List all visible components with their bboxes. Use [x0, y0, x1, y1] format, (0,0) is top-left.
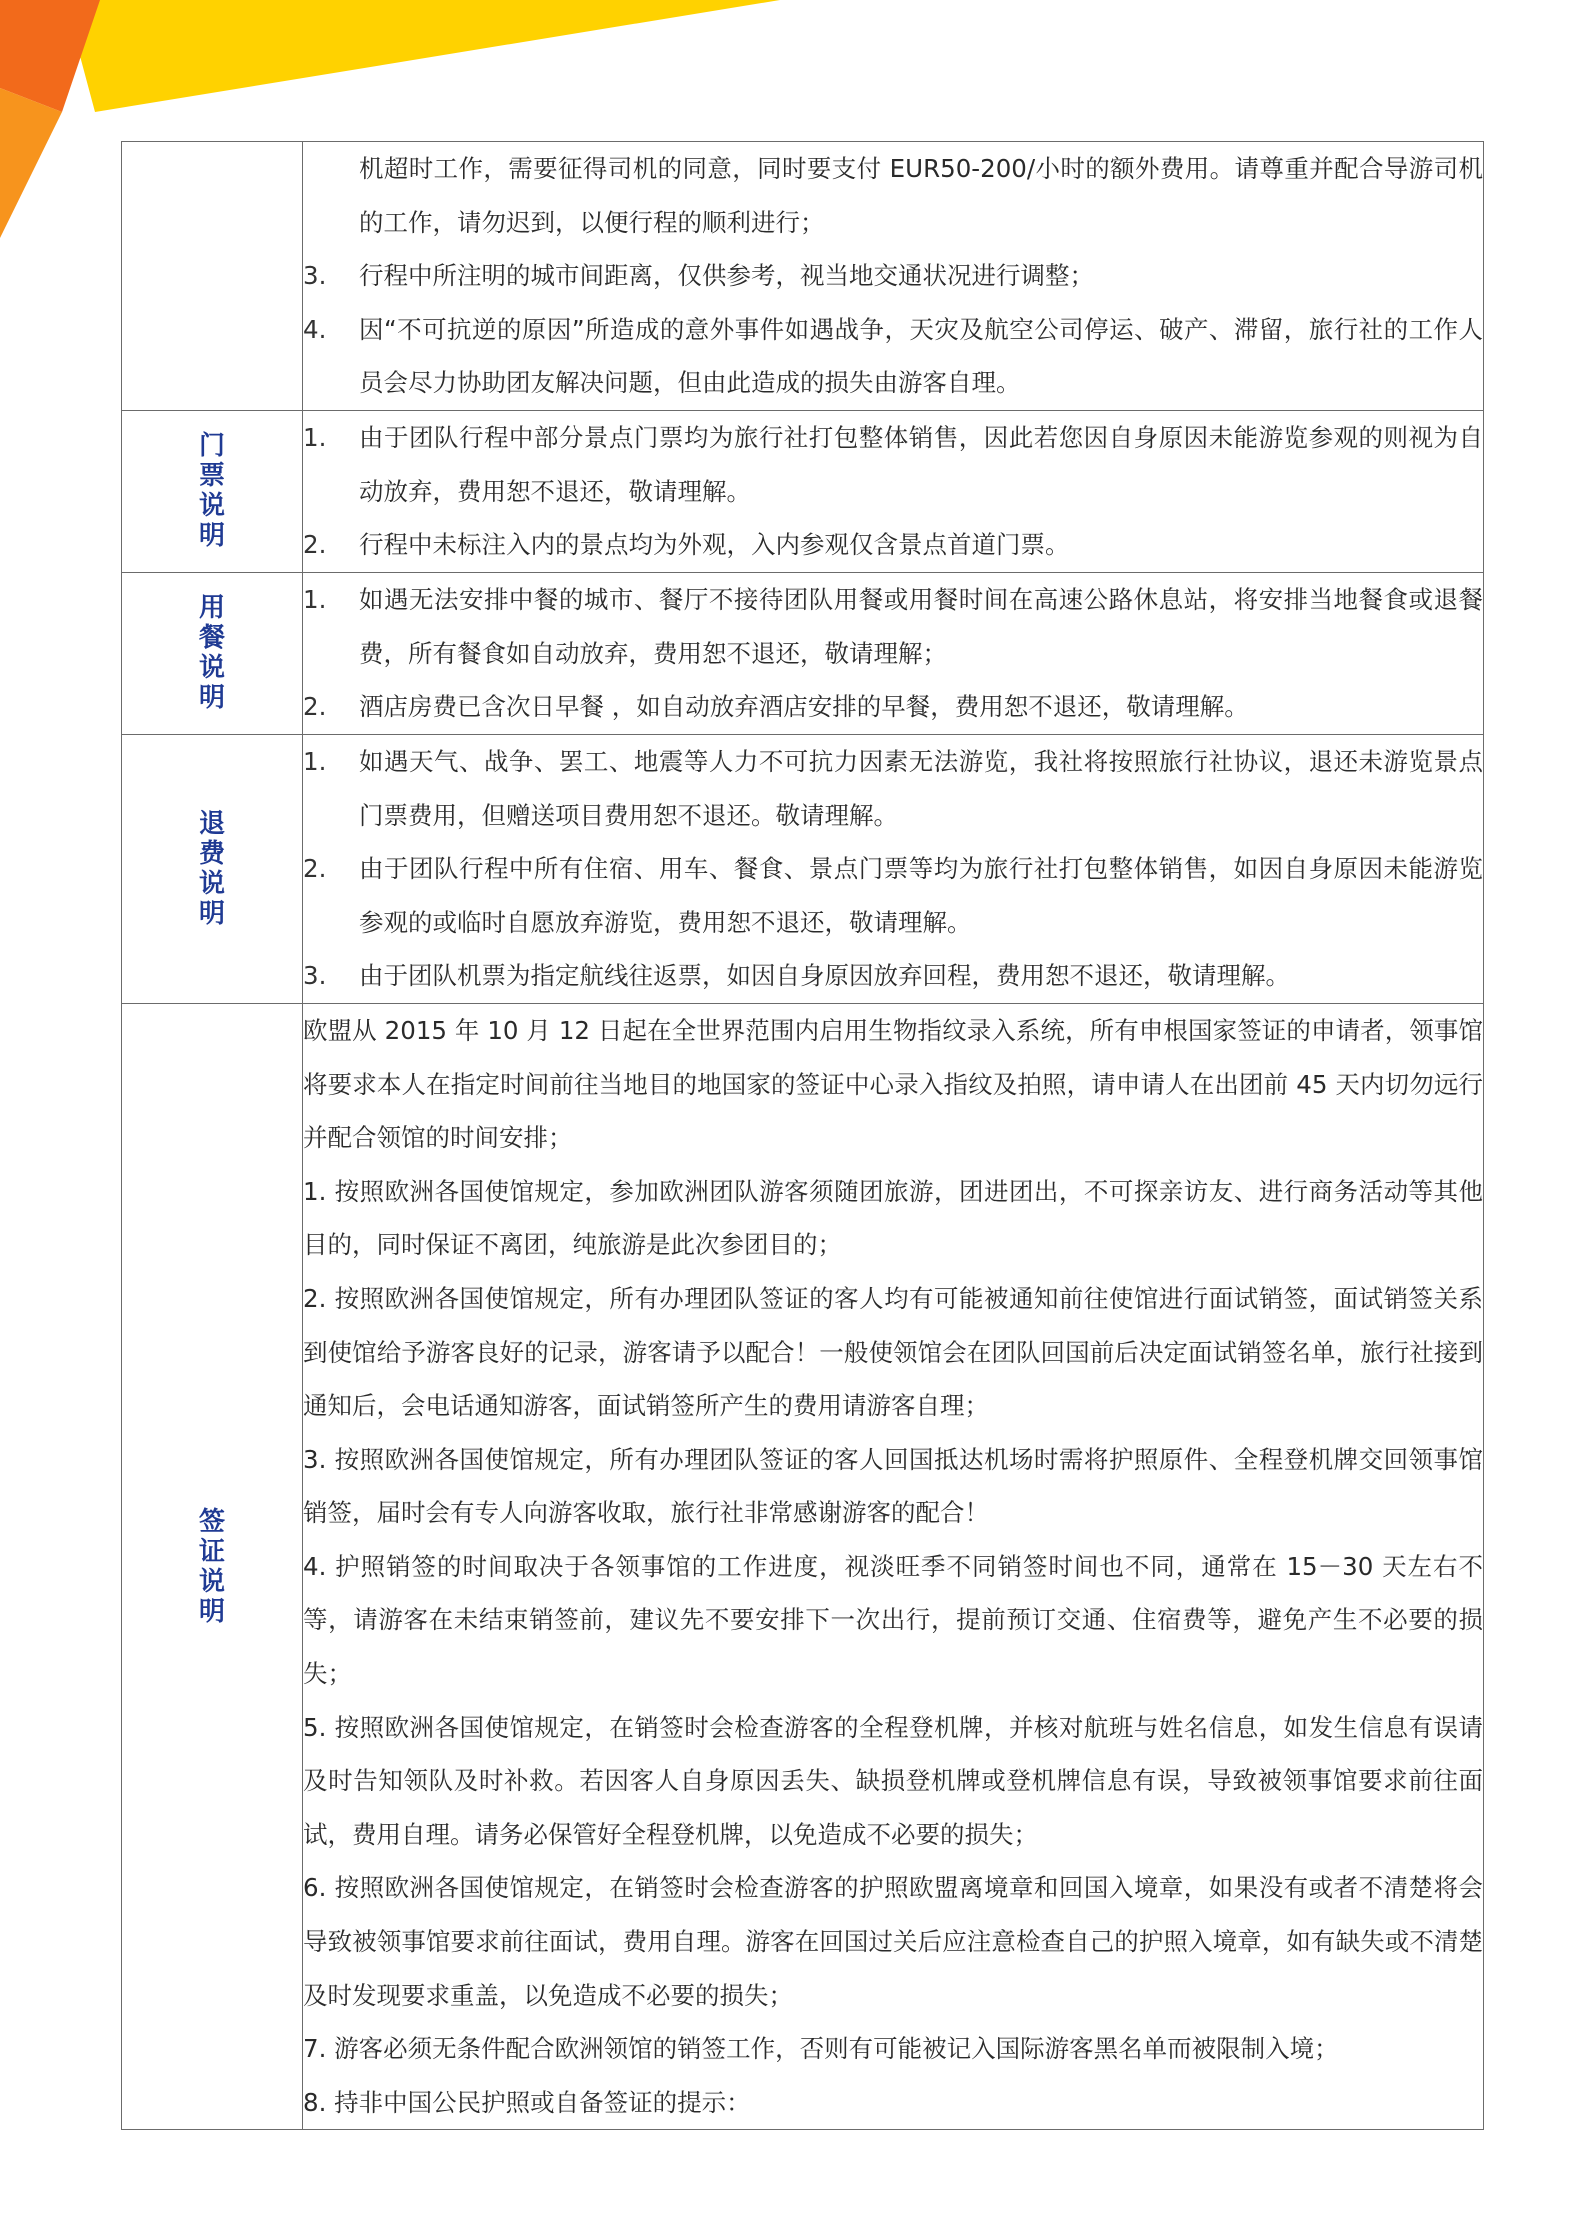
list-item: 3. 由于团队机票为指定航线往返票，如因自身原因放弃回程，费用恕不退还，敬请理解。 — [303, 961, 1290, 991]
list-item: 1. 由于团队行程中部分景点门票均为旅行社打包整体销售，因此若您因自身原因未能游览参观的则视为自动放弃，费用恕不退还，敬请理解。 — [303, 422, 1483, 506]
section-content-ticket — [303, 410, 1484, 572]
section-content-meal — [303, 572, 1484, 734]
list-item: 2. 行程中未标注入内的景点均为外观，入内参观仅含景点首道门票。 — [303, 530, 1070, 560]
list-item: 1. 如遇无法安排中餐的城市、餐厅不接待团队用餐或用餐时间在高速公路休息站，将安排当地餐食或退餐费，所有餐食如自动放弃，费用恕不退还，敬请理解； — [303, 584, 1483, 668]
paragraph: 8. 持非中国公民护照或自备签证的提示： — [303, 2087, 751, 2117]
paragraph: 2. 按照欧洲各国使馆规定，所有办理团队签证的客人均有可能被通知前往使馆进行面试销签，面试销签关系到使馆给予游客良好的记录，游客请予以配合！一般使领馆会在团队回国前后决定面试销签名单，旅行社接到通知后，会电话通知游客，面试销签所产生的费用请游客自理； — [303, 1283, 1483, 1421]
paragraph: 5. 按照欧洲各国使馆规定，在销签时会检查游客的全程登机牌，并核对航班与姓名信息，如发生信息有误请及时告知领队及时补救。若因客人自身原因丢失、缺损登机牌或登机牌信息有误，导致被领事馆要求前往面试，费用自理。请务必保管好全程登机牌，以免造成不必要的损失； — [303, 1712, 1483, 1849]
list-item: 3. 行程中所注明的城市间距离，仅供参考，视当地交通状况进行调整； — [303, 261, 1094, 291]
list-item: 4. 因“不可抗逆的原因”所造成的意外事件如遇战争，天灾及航空公司停运、破产、滞留，旅行社的工作人员会尽力协助团友解决问题，但由此造成的损失由游客自理。 — [303, 314, 1483, 398]
section-row-continued — [122, 142, 1484, 411]
paragraph: 1. 按照欧洲各国使馆规定，参加欧洲团队游客须随团旅游，团进团出，不可探亲访友、进行商务活动等其他目的，同时保证不离团，纯旅游是此次参团目的； — [303, 1176, 1483, 1260]
list-item: 机超时工作，需要征得司机的同意，同时要支付 EUR50-200/小时的额外费用。请尊重并配合导游司机的工作，请勿迟到，以便行程的顺利进行； — [359, 154, 1483, 237]
paragraph: 欧盟从 2015 年 10 月 12 日起在全世界范围内启用生物指纹录入系统，所有申根国家签证的申请者，领事馆将要求本人在指定时间前往当地目的地国家的签证中心录入指纹及拍照，请申请人在出团前 45 天内切勿远行并配合领馆的时间安排； — [303, 1015, 1483, 1153]
paragraph: 4. 护照销签的时间取决于各领事馆的工作进度，视淡旺季不同销签时间也不同，通常在 15－30 天左右不等，请游客在未结束销签前，建议先不要安排下一次出行，提前预订交通、住宿费等，避免产生不必要的损失； — [303, 1551, 1483, 1689]
section-label-refund: 退费说明 — [122, 734, 303, 1003]
section-label-visa: 签证说明 — [122, 1003, 303, 2129]
section-content-continued — [303, 142, 1484, 411]
section-row-refund — [122, 734, 1484, 1003]
paragraph: 6. 按照欧洲各国使馆规定，在销签时会检查游客的护照欧盟离境章和回国入境章，如果没有或者不清楚将会导致被领事馆要求前往面试，费用自理。游客在回国过关后应注意检查自己的护照入境章，如有缺失或不清楚及时发现要求重盖，以免造成不必要的损失； — [303, 1873, 1483, 2010]
paragraph: 3. 按照欧洲各国使馆规定，所有办理团队签证的客人回国抵达机场时需将护照原件、全程登机牌交回领事馆销签，届时会有专人向游客收取，旅行社非常感谢游客的配合！ — [303, 1444, 1483, 1528]
section-row-visa — [122, 1003, 1484, 2129]
list-item: 2. 酒店房费已含次日早餐 ，如自动放弃酒店安排的早餐，费用恕不退还，敬请理解。 — [303, 692, 1249, 722]
list-item: 2. 由于团队行程中所有住宿、用车、餐食、景点门票等均为旅行社打包整体销售，如因自身原因未能游览参观的或临时自愿放弃游览，费用恕不退还，敬请理解。 — [303, 854, 1483, 937]
info-table — [121, 141, 1484, 2130]
section-label-meal: 用餐说明 — [122, 572, 303, 734]
section-row-meal — [122, 572, 1484, 734]
section-label-continued — [122, 142, 303, 411]
section-content-refund — [303, 734, 1484, 1003]
section-label-ticket: 门票说明 — [122, 410, 303, 572]
paragraph: 7. 游客必须无条件配合欧洲领馆的销签工作，否则有可能被记入国际游客黑名单而被限制入境； — [303, 2034, 1339, 2064]
list-item: 1. 如遇天气、战争、罢工、地震等人力不可抗力因素无法游览，我社将按照旅行社协议，退还未游览景点门票费用，但赠送项目费用恕不退还。敬请理解。 — [303, 746, 1483, 830]
section-row-ticket — [122, 410, 1484, 572]
section-content-visa — [303, 1003, 1484, 2129]
